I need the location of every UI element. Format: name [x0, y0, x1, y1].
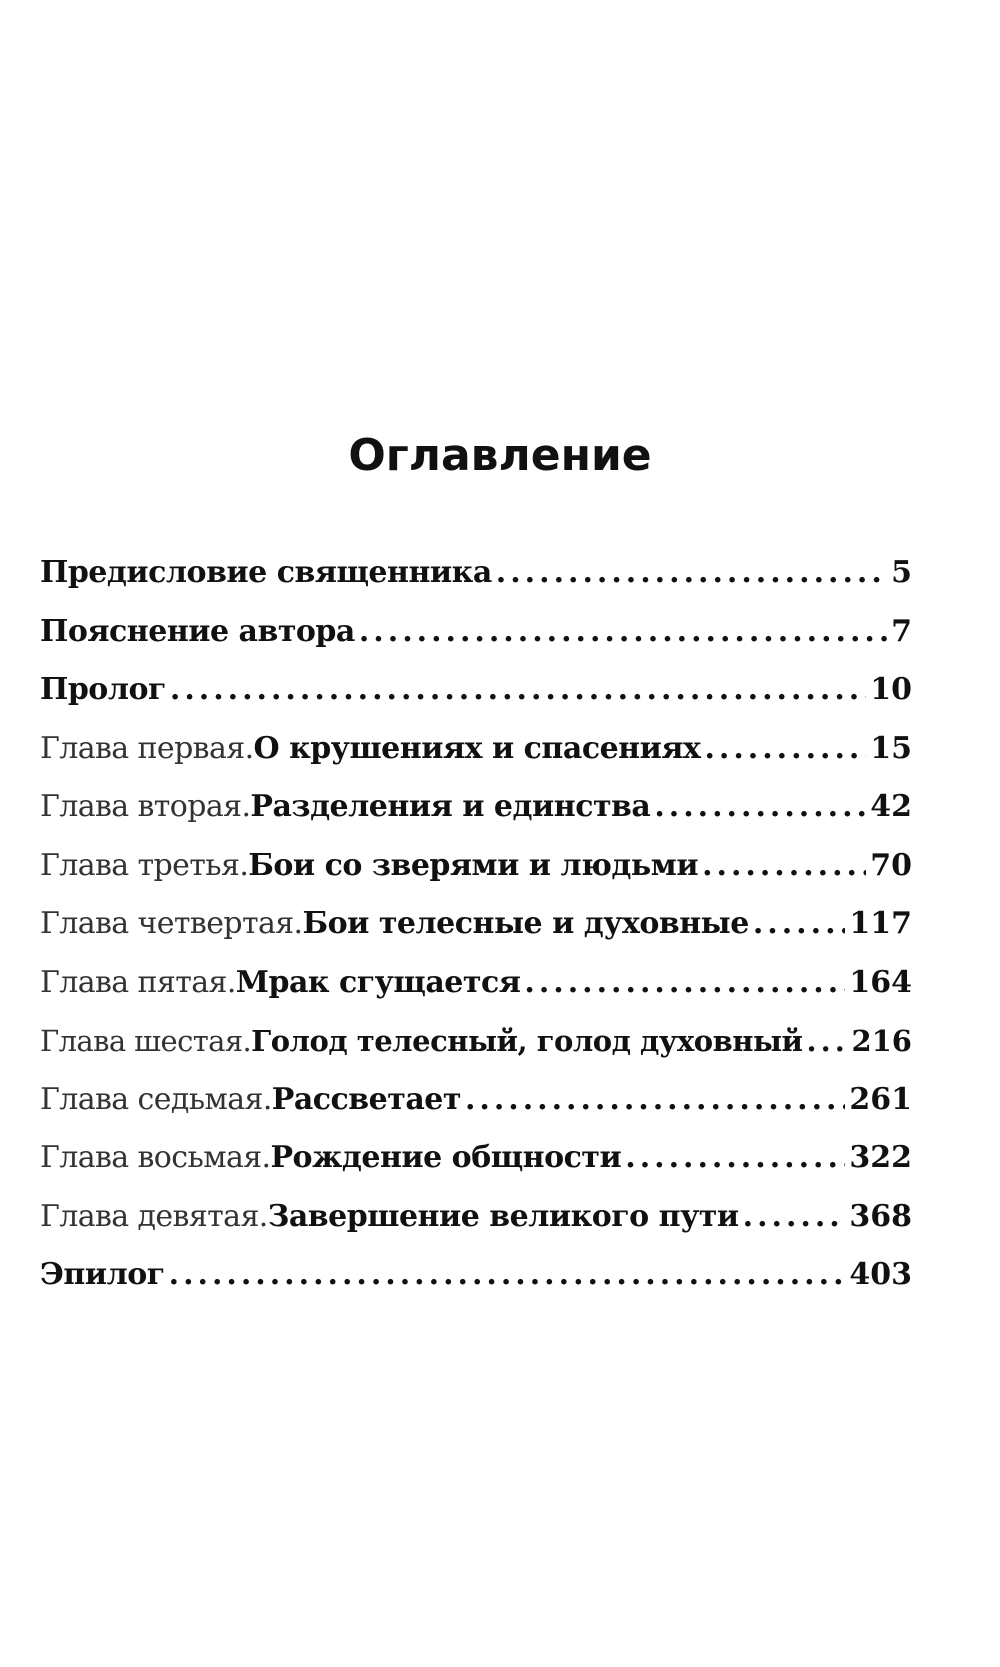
toc-entry-page: 42 [870, 789, 912, 824]
dot-leader [496, 553, 887, 593]
dot-leader [654, 787, 866, 827]
toc-entry-title: Рождение общности [270, 1140, 622, 1175]
toc-entry-page: 368 [849, 1198, 912, 1234]
toc-entry-title: Мрак сгущается [235, 964, 521, 1000]
toc-entry-title: Бои телесные и духовные [302, 906, 749, 941]
toc-entry-prefix: Глава четвертая. [40, 906, 303, 941]
dot-leader [807, 1021, 848, 1061]
dot-leader [704, 729, 866, 769]
toc-entry-title: Завершение великого пути [267, 1198, 739, 1234]
dot-leader [524, 963, 845, 1003]
toc-entry-title: Эпилог [40, 1257, 165, 1292]
dot-leader [170, 670, 866, 710]
dot-leader [465, 1080, 845, 1120]
dot-leader [702, 846, 866, 886]
toc-entry-page: 70 [870, 847, 912, 883]
toc-entry-prefix: Глава девятая. [40, 1198, 268, 1234]
toc-entry-title: Пролог [40, 672, 166, 707]
toc-entry [40, 670, 912, 729]
page-title: Оглавление [348, 430, 652, 481]
toc-entry-prefix: Глава третья. [40, 847, 249, 883]
toc-entry-page: 403 [849, 1257, 912, 1292]
toc-entry [40, 963, 912, 1022]
toc-entry-prefix: Глава шестая. [40, 1024, 252, 1058]
toc-entry-prefix: Глава пятая. [40, 964, 236, 1000]
dot-leader [359, 612, 887, 652]
toc-entry-page: 261 [849, 1081, 912, 1117]
toc-entry-title: Голод телесный, голод духовный [251, 1024, 803, 1058]
toc-entry-page: 216 [851, 1024, 912, 1058]
toc-entry-page: 164 [849, 964, 912, 1000]
toc-entry-title: Пояснение автора [40, 613, 355, 649]
toc-entry-title: Бои со зверями и людьми [248, 847, 699, 883]
toc-entry [40, 787, 912, 846]
toc-entry [40, 846, 912, 905]
toc-entry [40, 729, 912, 788]
toc-entry-title: Предисловие священника [40, 555, 492, 590]
toc-entry [40, 1197, 912, 1256]
toc-entry [40, 612, 912, 671]
dot-leader [625, 1138, 845, 1178]
dot-leader [169, 1255, 846, 1295]
toc-entry [40, 1080, 912, 1139]
toc-entry-page: 117 [849, 906, 912, 941]
toc-entry-prefix: Глава вторая. [40, 789, 251, 824]
toc-entry-page: 5 [891, 555, 912, 590]
toc-entry-page: 15 [870, 730, 912, 766]
toc-entry [40, 553, 912, 612]
toc-entry [40, 1138, 912, 1197]
toc-entry [40, 1021, 912, 1080]
table-of-contents [40, 553, 912, 1314]
toc-entry-prefix: Глава седьмая. [40, 1081, 272, 1117]
dot-leader [743, 1197, 846, 1237]
toc-entry-prefix: Глава восьмая. [40, 1140, 271, 1175]
toc-entry-title: О крушениях и спасениях [253, 730, 701, 766]
toc-entry [40, 904, 912, 963]
toc-entry [40, 1255, 912, 1314]
dot-leader [753, 904, 846, 944]
toc-entry-page: 322 [849, 1140, 912, 1175]
toc-entry-prefix: Глава первая. [40, 730, 254, 766]
toc-entry-title: Рассветает [271, 1081, 461, 1117]
toc-entry-title: Разделения и единства [250, 789, 651, 824]
toc-entry-page: 10 [870, 672, 912, 707]
toc-entry-page: 7 [891, 613, 912, 649]
